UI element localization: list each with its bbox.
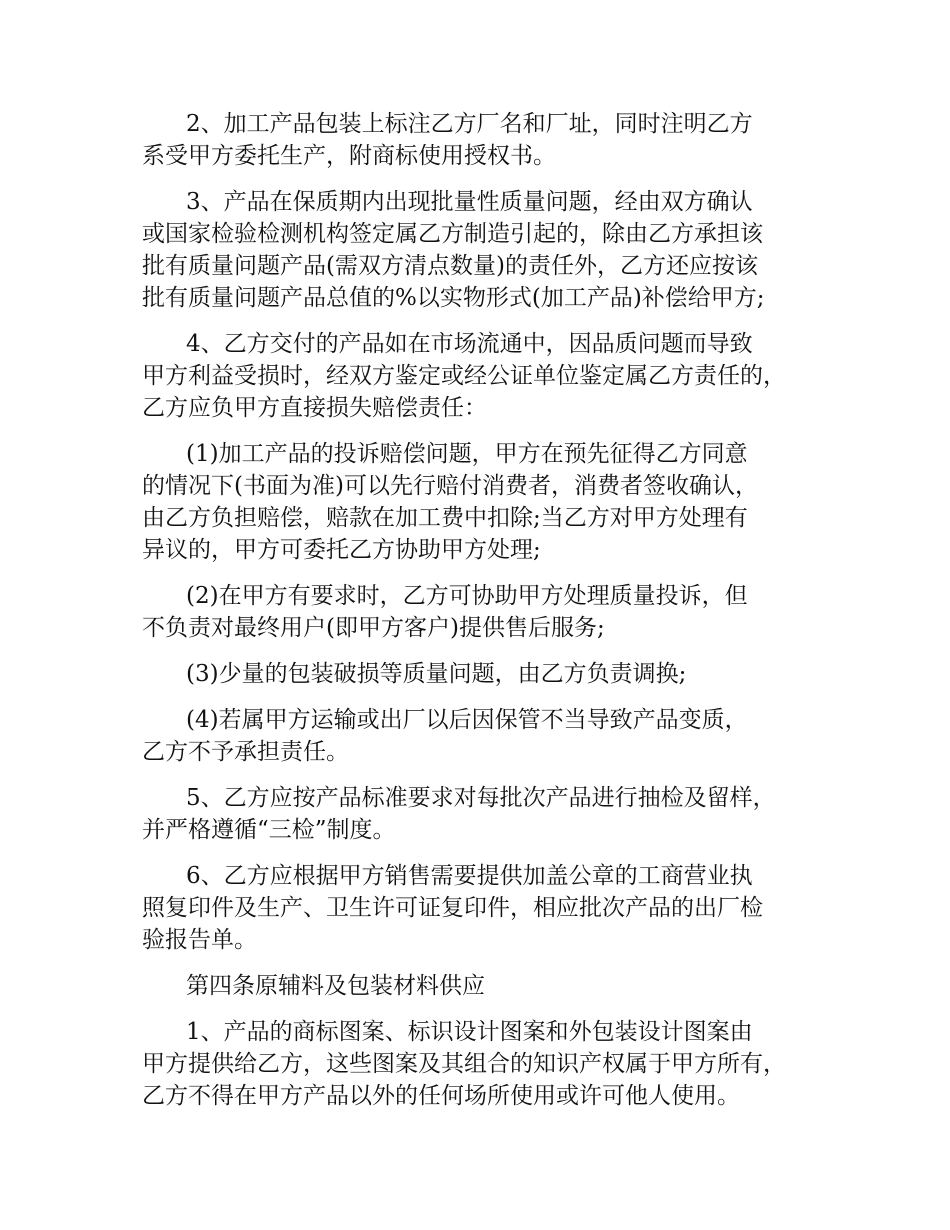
text-line: 由乙方负担赔偿，赔款在加工费中扣除;当乙方对甲方处理有: [142, 505, 748, 531]
paragraph-article-4-clause-1: [142, 1016, 812, 1112]
text-line: 的情况下(书面为准)可以先行赔付消费者，消费者签收确认，: [142, 473, 758, 499]
paragraph-subclause-3: [142, 658, 812, 690]
text-line: 系受甲方委托生产，附商标使用授权书。: [142, 143, 556, 169]
text-line: 2、加工产品包装上标注乙方厂名和厂址，同时注明乙方: [186, 111, 753, 137]
paragraph-subclause-2: [142, 580, 812, 644]
document-body: [142, 108, 812, 1126]
text-line: 乙方不予承担责任。: [142, 739, 349, 765]
section-heading-article-4: [142, 970, 812, 1002]
text-line: 3、产品在保质期内出现批量性质量问题，经由双方确认: [186, 189, 753, 215]
paragraph-clause-5: [142, 782, 812, 846]
text-line: 验报告单。: [142, 927, 257, 953]
paragraph-subclause-4: [142, 704, 812, 768]
text-line: 异议的，甲方可委托乙方协助甲方处理;: [142, 537, 541, 563]
text-line: (3)少量的包装破损等质量问题，由乙方负责调换;: [186, 661, 687, 687]
text-line: 批有质量问题产品总值的%以实物形式(加工产品)补偿给甲方;: [142, 285, 765, 311]
text-line: 并严格遵循“三检”制度。: [142, 817, 396, 843]
paragraph-clause-4: [142, 328, 812, 424]
paragraph-clause-6: [142, 860, 812, 956]
text-line: 5、乙方应按产品标准要求对每批次产品进行抽检及留样，: [186, 785, 776, 811]
text-line: 照复印件及生产、卫生许可证复印件，相应批次产品的出厂检: [142, 895, 763, 921]
text-line: 乙方不得在甲方产品以外的任何场所使用或许可他人使用。: [142, 1083, 740, 1109]
text-line: 1、产品的商标图案、标识设计图案和外包装设计图案由: [186, 1019, 753, 1045]
text-line: 批有质量问题产品(需双方清点数量)的责任外，乙方还应按该: [142, 253, 758, 279]
text-line: 乙方应负甲方直接损失赔偿责任：: [142, 395, 487, 421]
text-line: (2)在甲方有要求时，乙方可协助甲方处理质量投诉，但: [186, 583, 748, 609]
text-line: 第四条原辅料及包装材料供应: [186, 973, 485, 999]
text-line: 甲方提供给乙方，这些图案及其组合的知识产权属于甲方所有，: [142, 1051, 786, 1077]
text-line: 4、乙方交付的产品如在市场流通中，因品质问题而导致: [186, 331, 753, 357]
text-line: (4)若属甲方运输或出厂以后因保管不当导致产品变质，: [186, 707, 748, 733]
paragraph-clause-3: [142, 186, 812, 314]
paragraph-subclause-1: [142, 438, 812, 566]
text-line: 6、乙方应根据甲方销售需要提供加盖公章的工商营业执: [186, 863, 753, 889]
text-line: 不负责对最终用户(即甲方客户)提供售后服务;: [142, 615, 605, 641]
paragraph-clause-2: [142, 108, 812, 172]
text-line: (1)加工产品的投诉赔偿问题，甲方在预先征得乙方同意: [186, 441, 748, 467]
text-line: 或国家检验检测机构签定属乙方制造引起的，除由乙方承担该: [142, 221, 763, 247]
text-line: 甲方利益受损时，经双方鉴定或经公证单位鉴定属乙方责任的，: [142, 363, 786, 389]
